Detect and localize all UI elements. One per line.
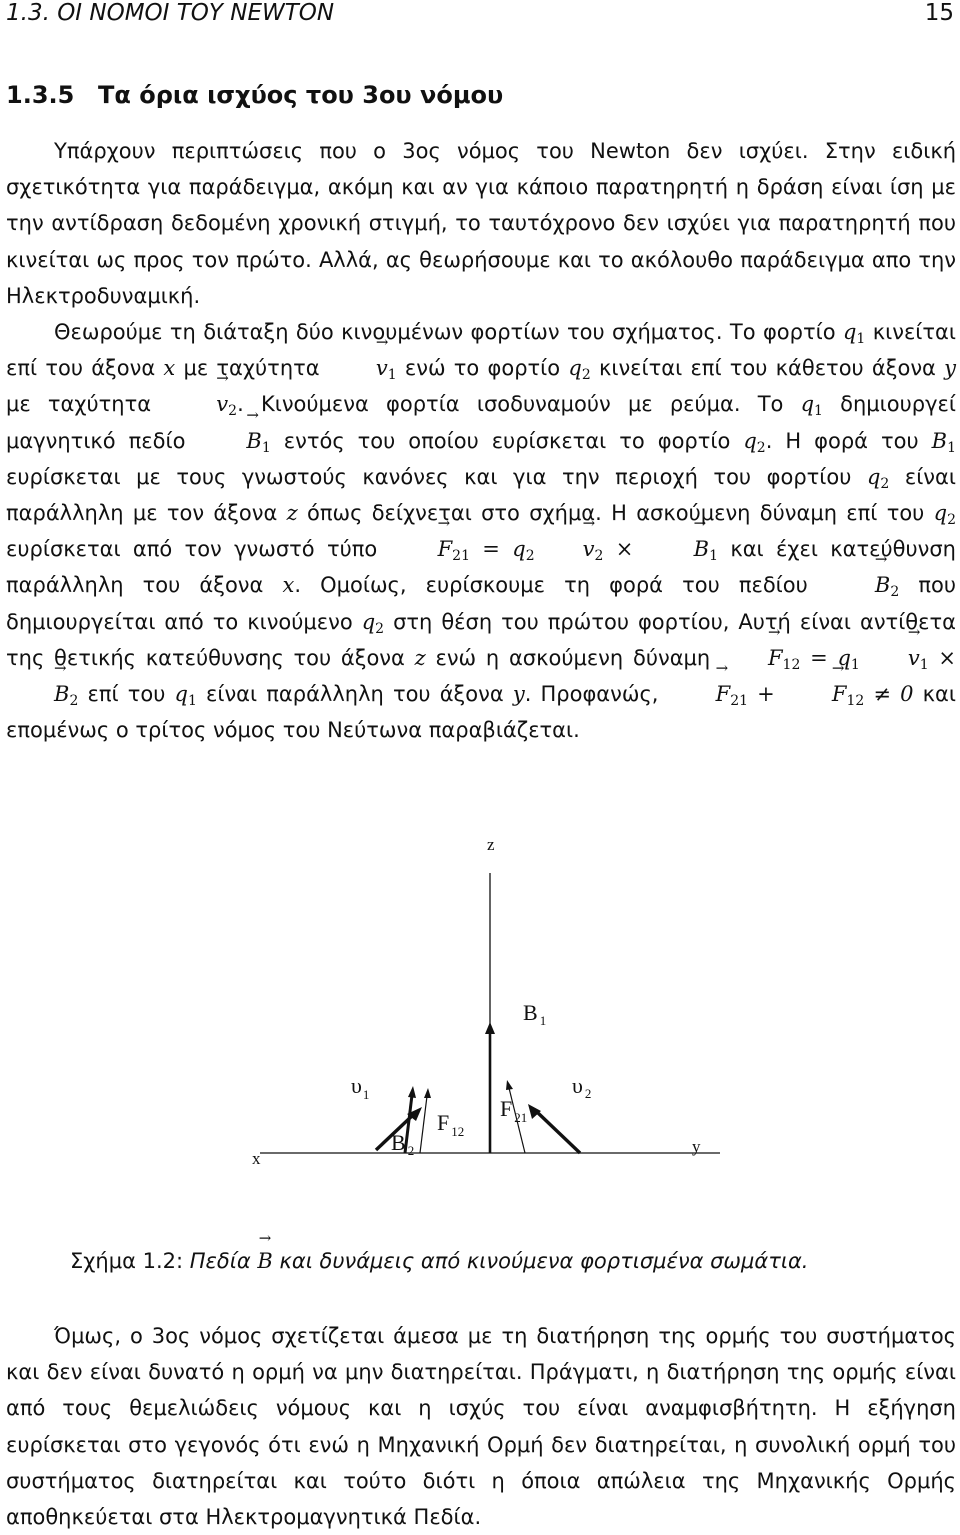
math-q2: $q_2$ <box>361 609 385 637</box>
math-B1: $B_1$ <box>931 428 956 456</box>
F12-arrowhead <box>424 1088 431 1098</box>
F21-arrowhead <box>506 1080 513 1090</box>
axis-x-label: x <box>252 1149 261 1168</box>
p2-text: είναι παράλληλη με τον άξονα <box>6 464 956 526</box>
axis-y-label: y <box>692 1137 701 1156</box>
page-number: 15 <box>924 0 954 26</box>
running-head <box>6 0 960 26</box>
math-y: y <box>944 356 957 381</box>
section-number: 1.3.5 <box>6 81 75 109</box>
p2-text: . Ομοίως, ευρίσκουμε τη φορά του πεδίου <box>294 573 827 598</box>
v2-arrowhead <box>528 1104 541 1119</box>
p2-text: κινείται επί του κάθετου άξονα <box>590 356 945 381</box>
section-heading <box>6 80 503 110</box>
B2-label: B $_2$ <box>391 1130 415 1158</box>
body-paragraphs-top <box>6 133 956 748</box>
math-q2: $q_2$ <box>743 428 766 456</box>
p2-text: . Προφανώς, <box>524 682 668 707</box>
figure-1-2 <box>230 818 750 1188</box>
paragraph-2 <box>6 314 956 748</box>
p2-text: . Η φορά του <box>765 428 932 453</box>
math-q1: $q_1$ <box>174 682 197 710</box>
running-head-title: 1.3. ΟΙ ΝΟΜΟΙ ΤΟΥ NEWTON <box>6 0 335 26</box>
p2-text: στη θέση του πρώτου φορτίου, Αυτή είναι αντίθετα της θετικής κατεύθυνσης του άξονα <box>6 609 956 670</box>
math-y: y <box>512 682 525 707</box>
p2-text: και έχει κατεύθυνση παράλληλη του άξονα <box>6 537 956 598</box>
body-paragraph-bottom <box>6 1318 956 1535</box>
math-x: x <box>282 573 295 598</box>
axis-z-label: z <box>487 835 495 854</box>
p2-text: επί του <box>78 682 175 707</box>
p2-text: δημιουργεί μαγνητικό πεδίο <box>6 392 956 453</box>
F21-label: F $_{21}$ <box>500 1096 528 1125</box>
equation-F12: → $F_{12} = q_1\to v_1$ × → $B_2$ <box>6 646 956 706</box>
p2-text: κινείται επί του άξονα <box>6 320 956 381</box>
p2-text: είναι παράλληλη του άξονα <box>196 682 513 707</box>
equation-force-sum: → $F_{21}$ + → $F_{12} \ne 0$ <box>668 682 914 706</box>
math-q2: $q_2$ <box>933 501 957 529</box>
p2-text: που δημιουργείται από το κινούμενο <box>6 573 956 634</box>
B2-arrowhead <box>408 1086 416 1098</box>
caption-text-a: Πεδία <box>189 1249 258 1273</box>
v2-label: υ $_2$ <box>572 1073 592 1101</box>
math-z: z <box>286 501 298 526</box>
math-q2: $q_2$ <box>568 356 591 384</box>
caption-label: Σχήμα 1.2: <box>70 1249 190 1273</box>
caption-symbol-B: → B <box>257 1246 272 1276</box>
B1-label: B $_1$ <box>523 1000 547 1028</box>
equation-F21: → $F_{21} = q_2\to v_2$ × → $B_1$ <box>390 537 718 561</box>
p2-text: ενώ η ασκούμενη δύναμη <box>425 645 720 670</box>
math-q1: $q_1$ <box>842 320 866 348</box>
math-x: x <box>163 356 176 381</box>
math-v2-vector: → $v_2$ <box>168 392 237 416</box>
math-q2: $q_2$ <box>866 464 890 492</box>
caption-text-b: και δυνάμεις από κινούμενα φορτισμένα σωμάτια. <box>272 1249 809 1273</box>
paragraph-1-text: Υπάρχουν περιπτώσεις που ο 3ος νόμος του Newton δεν ισχύει. Στην ειδική σχετικότητα για παράδειγμα, ακόμη και αν για κάποιο παρατηρητή η δράση είναι ίση με την αντίδραση δεδομένη χρονική στιγμή, το ταυτόχρονο δεν ισχύει για παρατηρητή που κινείται ως προς τον πρώτο. Αλλά, ας θεωρήσουμε και το ακόλουθο παράδειγμα απο την Ηλεκτροδυναμική. <box>6 139 956 308</box>
p2-text: όπως δείχνεται στο σχήμα. Η ασκούμενη δύναμη επί του <box>297 501 934 526</box>
p2-text: . Κινούμενα φορτία ισοδυναμούν με ρεύμα. Το <box>237 392 801 417</box>
p2-text: με ταχύτητα <box>6 392 169 417</box>
math-z: z <box>414 645 426 670</box>
p2-text: ενώ το φορτίο <box>396 356 569 381</box>
p2-text: εντός του οποίου ευρίσκεται το φορτίο <box>270 428 744 453</box>
math-v1-vector: → $v_1$ <box>328 356 397 380</box>
F12-arrow <box>420 1096 427 1153</box>
v2-arrow <box>537 1112 580 1153</box>
paragraph-3 <box>6 1318 956 1535</box>
B1-arrowhead <box>485 1022 495 1034</box>
p2-text: και επομένως ο τρίτος νόμος του Νεύτωνα παραβιάζεται. <box>6 682 956 743</box>
figure-caption <box>70 1246 900 1276</box>
F12-label: F $_{12}$ <box>437 1110 465 1139</box>
paragraph-1 <box>6 133 956 314</box>
math-B2-vector: → $B_2$ <box>827 573 899 597</box>
math-B1-vector: → $B_1$ <box>198 429 270 453</box>
math-q1: $q_1$ <box>800 392 823 420</box>
v1-label: $\upsilon_1$ <box>351 1073 370 1102</box>
field-force-diagram <box>230 818 750 1188</box>
p2-text: με ταχύτητα <box>175 356 328 381</box>
section-title: Τα όρια ισχύος του 3ου νόμου <box>98 81 504 109</box>
p2-text: Θεωρούμε τη διάταξη δύο κινουμένων φορτίων του σχήματος. Το φορτίο <box>54 320 843 345</box>
p2-text: ευρίσκεται με τους γνωστούς κανόνες και για την περιοχή του φορτίου <box>6 464 867 489</box>
p2-text: ευρίσκεται από τον γνωστό τύπο <box>6 537 390 562</box>
paragraph-3-text: Όμως, ο 3ος νόμος σχετίζεται άμεσα με τη διατήρηση της ορμής του συστήματος και δεν είναι δυνατό η ορμή να μην διατηρείται. Πράγματι, η διατήρηση της ορμής είναι από τους θεμελιώδεις νόμους και η ισχύς του είναι αναμφισβήτητη. Η εξήγηση ευρίσκεται στο γεγονός ότι ενώ η Μηχανική Ορμή δεν διατηρείται, η συνολική ορμή του συστήματος διατηρείται και τούτο διότι η όποια απώλεια της Μηχανικής Ορμής αποθηκεύεται στα Ηλεκτρομαγνητικά Πεδία. <box>6 1324 956 1530</box>
